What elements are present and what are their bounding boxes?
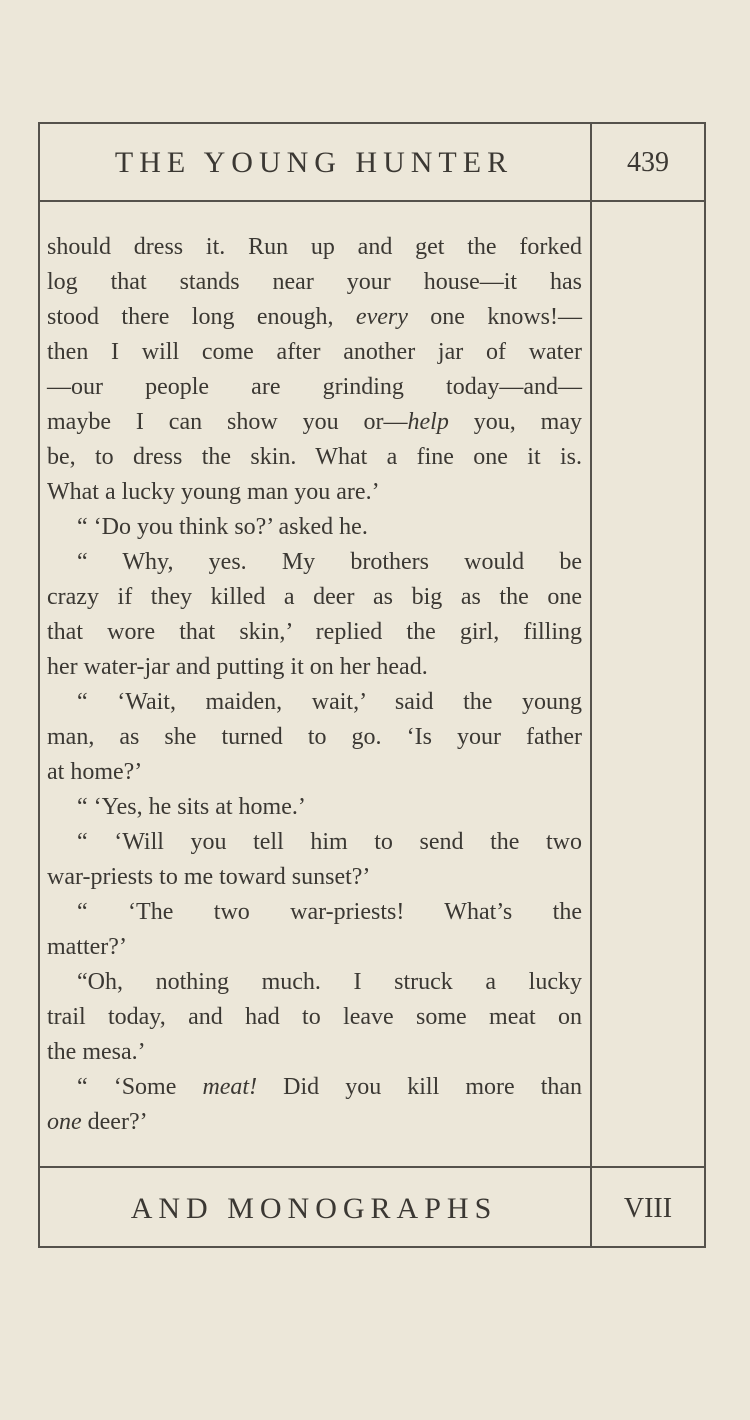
text-line: “ ‘Wait, maiden, wait,’ said the young bbox=[77, 689, 582, 715]
text-line: then I will come after another jar of water bbox=[47, 339, 582, 365]
text-line: crazy if they killed a deer as big as the one bbox=[47, 584, 582, 610]
text-line: “ ‘The two war-priests! What’s the bbox=[77, 899, 582, 925]
text-line: —our people are grinding today—and— bbox=[47, 374, 582, 400]
text-line: “ ‘Will you tell him to send the two bbox=[77, 829, 582, 855]
volume-number: VIII bbox=[623, 1193, 673, 1224]
running-head: THE YOUNG HUNTER bbox=[114, 146, 514, 179]
text-line: “ ‘Some meat! Did you kill more than bbox=[77, 1074, 583, 1100]
text-line: be, to dress the skin. What a fine one it is. bbox=[47, 444, 582, 470]
footer-rule bbox=[38, 1166, 706, 1168]
text-line: What a lucky young man you are.’ bbox=[47, 479, 380, 505]
text-line: matter?’ bbox=[47, 934, 127, 960]
header-rule bbox=[38, 200, 706, 202]
column-divider bbox=[590, 122, 592, 1248]
text-line: should dress it. Run up and get the forked bbox=[47, 234, 582, 260]
text-line: “ Why, yes. My brothers would be bbox=[77, 549, 582, 575]
text-line: that wore that skin,’ replied the girl, filling bbox=[47, 619, 582, 645]
text-line: maybe I can show you or—help you, may bbox=[47, 409, 582, 435]
page-number: 439 bbox=[627, 147, 669, 178]
text-line: her water-jar and putting it on her head. bbox=[47, 654, 428, 680]
body-text bbox=[47, 230, 582, 1140]
text-line: man, as she turned to go. ‘Is your father bbox=[47, 724, 582, 750]
text-line: one deer?’ bbox=[47, 1109, 148, 1135]
footer-title: AND MONOGRAPHS bbox=[130, 1192, 498, 1225]
text-line: “ ‘Do you think so?’ asked he. bbox=[77, 514, 368, 540]
text-line: war-priests to me toward sunset?’ bbox=[47, 864, 371, 890]
text-line: log that stands near your house—it has bbox=[47, 269, 582, 295]
text-line: “ ‘Yes, he sits at home.’ bbox=[77, 794, 306, 820]
text-line: stood there long enough, every one knows!— bbox=[47, 304, 582, 330]
text-line: the mesa.’ bbox=[47, 1039, 146, 1065]
text-line: at home?’ bbox=[47, 759, 143, 785]
text-line: trail today, and had to leave some meat on bbox=[47, 1004, 582, 1030]
text-line: “Oh, nothing much. I struck a lucky bbox=[77, 969, 582, 995]
